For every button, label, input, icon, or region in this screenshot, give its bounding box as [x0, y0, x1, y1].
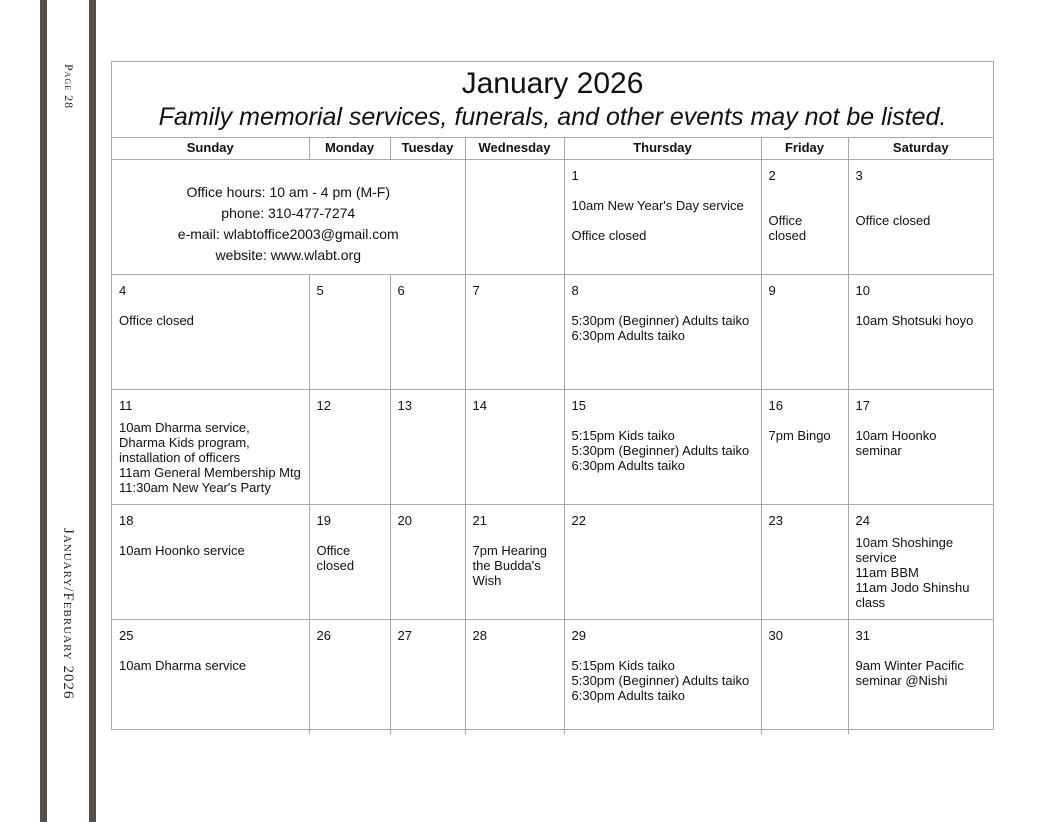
event: 11am Jodo Shinshu class [855, 580, 970, 610]
event: installation of officers [119, 450, 241, 465]
day-cell-12 [309, 390, 390, 505]
day-cell-5 [309, 275, 390, 390]
section-label: January/February 2026 [60, 528, 76, 700]
day-number: 5 [316, 283, 324, 298]
event-list [572, 313, 754, 343]
day-number: 26 [316, 628, 331, 643]
office-hours: Office hours: 10 am - 4 pm (M-F) [186, 184, 391, 200]
event: 11am BBM [855, 565, 919, 580]
day-number: 29 [571, 628, 586, 643]
day-number: 3 [855, 168, 863, 183]
day-number: 7 [472, 283, 480, 298]
day-cell-13 [390, 390, 465, 505]
day-number: 6 [397, 283, 405, 298]
day-cell-20 [390, 505, 465, 620]
day-number: 8 [571, 283, 579, 298]
event: Office closed [119, 313, 194, 328]
event: 10am Dharma service [119, 658, 247, 673]
calendar-subtitle: Family memorial services, funerals, and other events may not be listed. [158, 103, 947, 131]
day-cell-18 [112, 505, 309, 620]
day-cell-3 [848, 160, 993, 275]
day-cell-21 [465, 505, 564, 620]
day-cell-31 [848, 620, 993, 735]
day-number: 15 [571, 398, 586, 413]
office-email: e-mail: wlabtoffice2003@gmail.com [177, 226, 399, 242]
week-row [112, 275, 993, 390]
weekday-tuesday: Tuesday [390, 137, 465, 160]
margin-rule-right [89, 0, 96, 822]
weekday-monday: Monday [309, 137, 390, 160]
day-cell-2 [761, 160, 848, 275]
event-list [572, 658, 754, 703]
day-number: 25 [119, 628, 134, 643]
page-number-label: Page 28 [62, 64, 76, 110]
event: Office closed [855, 213, 931, 228]
day-cell-11 [112, 390, 309, 505]
weekday-sunday: Sunday [112, 137, 309, 160]
calendar-header [112, 62, 993, 138]
day-cell-6 [390, 275, 465, 390]
event: Office closed [571, 228, 647, 243]
day-number: 27 [397, 628, 412, 643]
office-info [112, 160, 465, 266]
week-row [112, 505, 993, 620]
event-list [572, 428, 754, 473]
event: Office closed [768, 213, 807, 243]
day-cell-17 [848, 390, 993, 505]
event-list [856, 535, 987, 610]
day-number: 2 [768, 168, 776, 183]
day-cell-22 [564, 505, 761, 620]
event: Office closed [316, 543, 355, 573]
calendar-title: January 2026 [461, 67, 644, 100]
event: 10am Hoonko service [119, 543, 245, 558]
day-cell-24 [848, 505, 993, 620]
event: 10am Shotsuki hoyo [855, 313, 974, 328]
day-cell-10 [848, 275, 993, 390]
weekday-saturday: Saturday [848, 137, 993, 160]
day-number: 23 [768, 513, 783, 528]
weekday-header-row [112, 137, 993, 160]
day-number: 1 [571, 168, 579, 183]
day-number: 13 [397, 398, 412, 413]
weekday-thursday: Thursday [564, 137, 761, 160]
event: 6:30pm Adults taiko [571, 328, 685, 343]
day-cell-28 [465, 620, 564, 735]
day-number: 28 [472, 628, 487, 643]
office-phone: phone: 310-477-7274 [221, 205, 356, 221]
event: 7pm Hearing the Budda's Wish [472, 543, 547, 588]
event: 5:15pm Kids taiko [571, 428, 675, 443]
day-cell-30 [761, 620, 848, 735]
day-cell-26 [309, 620, 390, 735]
empty-day-cell [465, 160, 564, 275]
event-list [119, 420, 302, 495]
day-cell-4 [112, 275, 309, 390]
day-cell-1 [564, 160, 761, 275]
event: 10am Shoshinge service [855, 535, 954, 565]
event: 10am New Year's Day service [571, 198, 744, 213]
day-number: 30 [768, 628, 783, 643]
day-cell-27 [390, 620, 465, 735]
day-number: 21 [472, 513, 487, 528]
office-website: website: www.wlabt.org [215, 247, 361, 263]
week-row [112, 390, 993, 505]
day-number: 10 [855, 283, 870, 298]
day-cell-23 [761, 505, 848, 620]
day-number: 24 [855, 513, 870, 528]
event: 7pm Bingo [768, 428, 831, 443]
event: 5:30pm (Beginner) Adults taiko [571, 673, 750, 688]
day-cell-25 [112, 620, 309, 735]
week-row [112, 160, 993, 275]
event: 11am General Membership Mtg [119, 465, 301, 480]
event: 5:30pm (Beginner) Adults taiko [571, 443, 750, 458]
day-number: 16 [768, 398, 783, 413]
weekday-wednesday: Wednesday [465, 137, 564, 160]
event: Dharma Kids program, [119, 435, 250, 450]
day-cell-14 [465, 390, 564, 505]
day-number: 14 [472, 398, 487, 413]
day-cell-16 [761, 390, 848, 505]
calendar-grid [112, 137, 993, 734]
event: 5:30pm (Beginner) Adults taiko [571, 313, 750, 328]
day-cell-8 [564, 275, 761, 390]
day-cell-7 [465, 275, 564, 390]
day-number: 18 [119, 513, 134, 528]
day-number: 19 [316, 513, 331, 528]
day-cell-9 [761, 275, 848, 390]
day-number: 17 [855, 398, 870, 413]
event: 6:30pm Adults taiko [571, 458, 685, 473]
margin-rule-left [40, 0, 47, 822]
calendar [111, 61, 994, 730]
event: 10am Dharma service, [119, 420, 250, 435]
day-number: 31 [855, 628, 870, 643]
day-number: 11 [119, 398, 133, 413]
day-cell-15 [564, 390, 761, 505]
day-number: 9 [768, 283, 776, 298]
day-number: 12 [316, 398, 331, 413]
event: 10am Hoonko seminar [855, 428, 937, 458]
day-cell-19 [309, 505, 390, 620]
office-info-cell [112, 160, 465, 275]
week-row [112, 620, 993, 735]
event: 9am Winter Pacific seminar @Nishi [855, 658, 964, 688]
event: 11:30am New Year's Party [119, 480, 271, 495]
event: 6:30pm Adults taiko [571, 688, 685, 703]
event: 5:15pm Kids taiko [571, 658, 675, 673]
day-number: 20 [397, 513, 412, 528]
day-number: 22 [571, 513, 586, 528]
day-cell-29 [564, 620, 761, 735]
day-number: 4 [119, 283, 127, 298]
weekday-friday: Friday [761, 137, 848, 160]
